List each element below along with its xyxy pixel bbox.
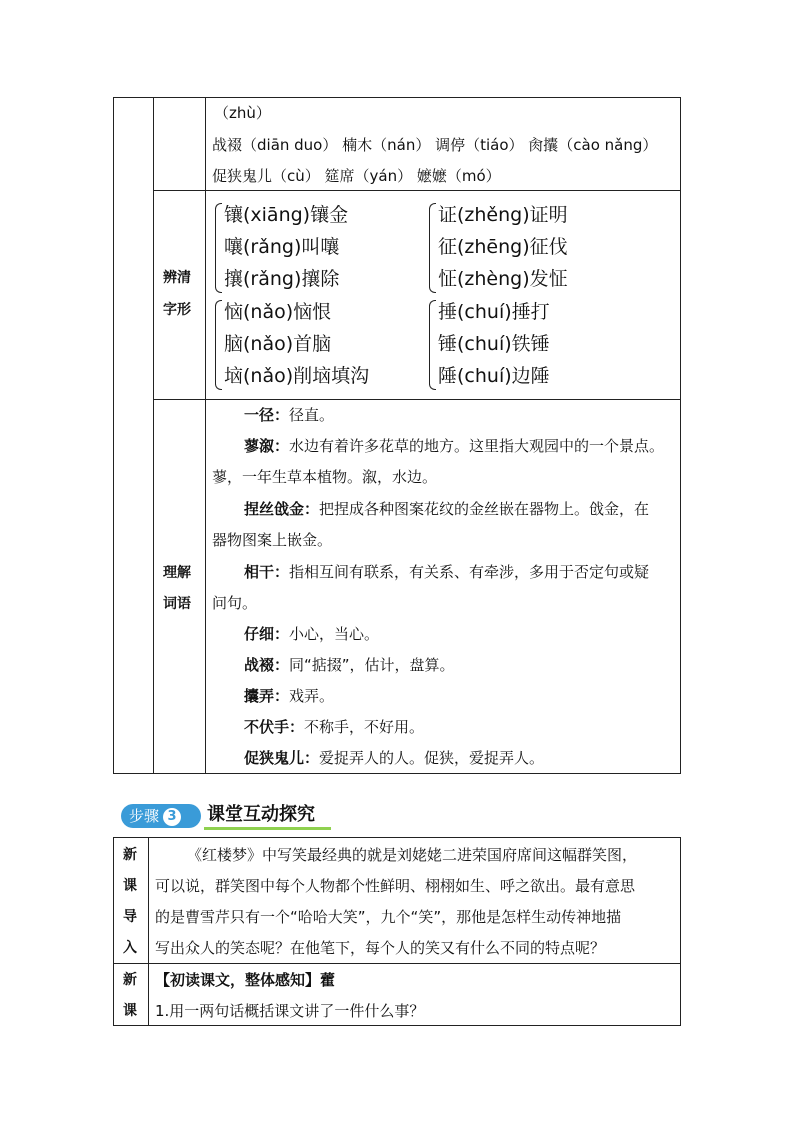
row-label-zixing: 字形 [163, 302, 191, 318]
term-line: 促狭鬼儿：爱捉弄人的人。促狭，爱捉弄人。 [244, 749, 545, 767]
step-title: 课堂互动探究 [207, 804, 315, 825]
intro-line: 写出众人的笑态呢？在他笔下，每个人的笑又有什么不同的特点呢？ [155, 939, 606, 957]
char-entry: 征(zhēng)征伐 [438, 236, 568, 258]
intro-label-char: 课 [123, 878, 137, 894]
term-line: 问句。 [212, 594, 258, 612]
term-line: 蓼溆：水边有着许多花草的地方。这里指大观园中的一个景点。 [244, 437, 665, 455]
brace-icon [215, 203, 222, 293]
term-line: 战裰：同“掂掇”，估计，盘算。 [244, 656, 455, 674]
row-label-bianqing: 辨清 [163, 270, 191, 286]
term-line: 不伏手：不称手，不好用。 [244, 718, 425, 736]
char-entry: 恼(nǎo)恼恨 [224, 301, 332, 323]
section-heading: 【初读课文，整体感知】藿 [155, 971, 336, 989]
intro-line: 《红楼梦》中写笑最经典的就是刘姥姥二进荣国府席间这幅群笑图， [187, 846, 638, 864]
term-line: 一径：径直。 [244, 406, 335, 424]
brace-icon [215, 300, 222, 390]
step-badge: 步骤 3 [121, 804, 201, 828]
char-entry: 嚷(rǎng)叫嚷 [224, 236, 340, 258]
char-entry: 证(zhěng)证明 [438, 204, 568, 226]
intro-label-char: 入 [123, 940, 137, 956]
intro-label-char: 新 [123, 847, 137, 863]
char-entry: 捶(chuí)捶打 [438, 301, 550, 323]
term-line: 捏丝戗金：把捏成各种图案花纹的金丝嵌在器物上。戗金，在 [244, 500, 650, 518]
intro-label-char: 导 [123, 909, 137, 925]
step-number: 3 [163, 808, 181, 826]
new-label-char: 新 [123, 972, 137, 988]
step-underline [204, 827, 331, 830]
new-label-char: 课 [123, 1003, 137, 1019]
brace-icon [429, 203, 436, 293]
pinyin-row: 促狭鬼儿（cù） 筵席（yán） 嬷嬷（mó） [212, 167, 501, 185]
char-entry: 垴(nǎo)削垴填沟 [224, 365, 370, 387]
pinyin-top: （zhù） [214, 104, 271, 122]
term-line: 相干：指相互间有联系，有关系、有牵涉，多用于否定句或疑 [244, 563, 650, 581]
row-label-ciyu: 词语 [163, 596, 191, 612]
term-line: 攮弄：戏弄。 [244, 687, 335, 705]
term-line: 仔细：小心，当心。 [244, 625, 380, 643]
char-entry: 怔(zhèng)发怔 [438, 268, 568, 290]
char-entry: 镶(xiāng)镶金 [224, 204, 349, 226]
term-line: 蓼，一年生草本植物。溆，水边。 [212, 468, 438, 486]
intro-line: 的是曹雪芹只有一个“哈哈大笑”，九个“笑”，那他是怎样生动传神地描 [155, 908, 622, 926]
char-entry: 陲(chuí)边陲 [438, 365, 550, 387]
char-entry: 攘(rǎng)攘除 [224, 268, 340, 290]
char-entry: 锤(chuí)铁锤 [438, 333, 550, 355]
char-entry: 脑(nǎo)首脑 [224, 333, 332, 355]
brace-icon [429, 300, 436, 390]
term-line: 器物图案上嵌金。 [212, 531, 333, 549]
pinyin-row: 战裰（diān duo） 楠木（nán） 调停（tiáo） 肏攮（cào nǎng） [212, 136, 658, 154]
row-label-lijie: 理解 [163, 565, 191, 581]
intro-line: 可以说，群笑图中每个人物都个性鲜明、栩栩如生、呼之欲出。最有意思 [155, 877, 636, 895]
question-1: 1.用一两句话概括课文讲了一件什么事？ [155, 1002, 425, 1020]
